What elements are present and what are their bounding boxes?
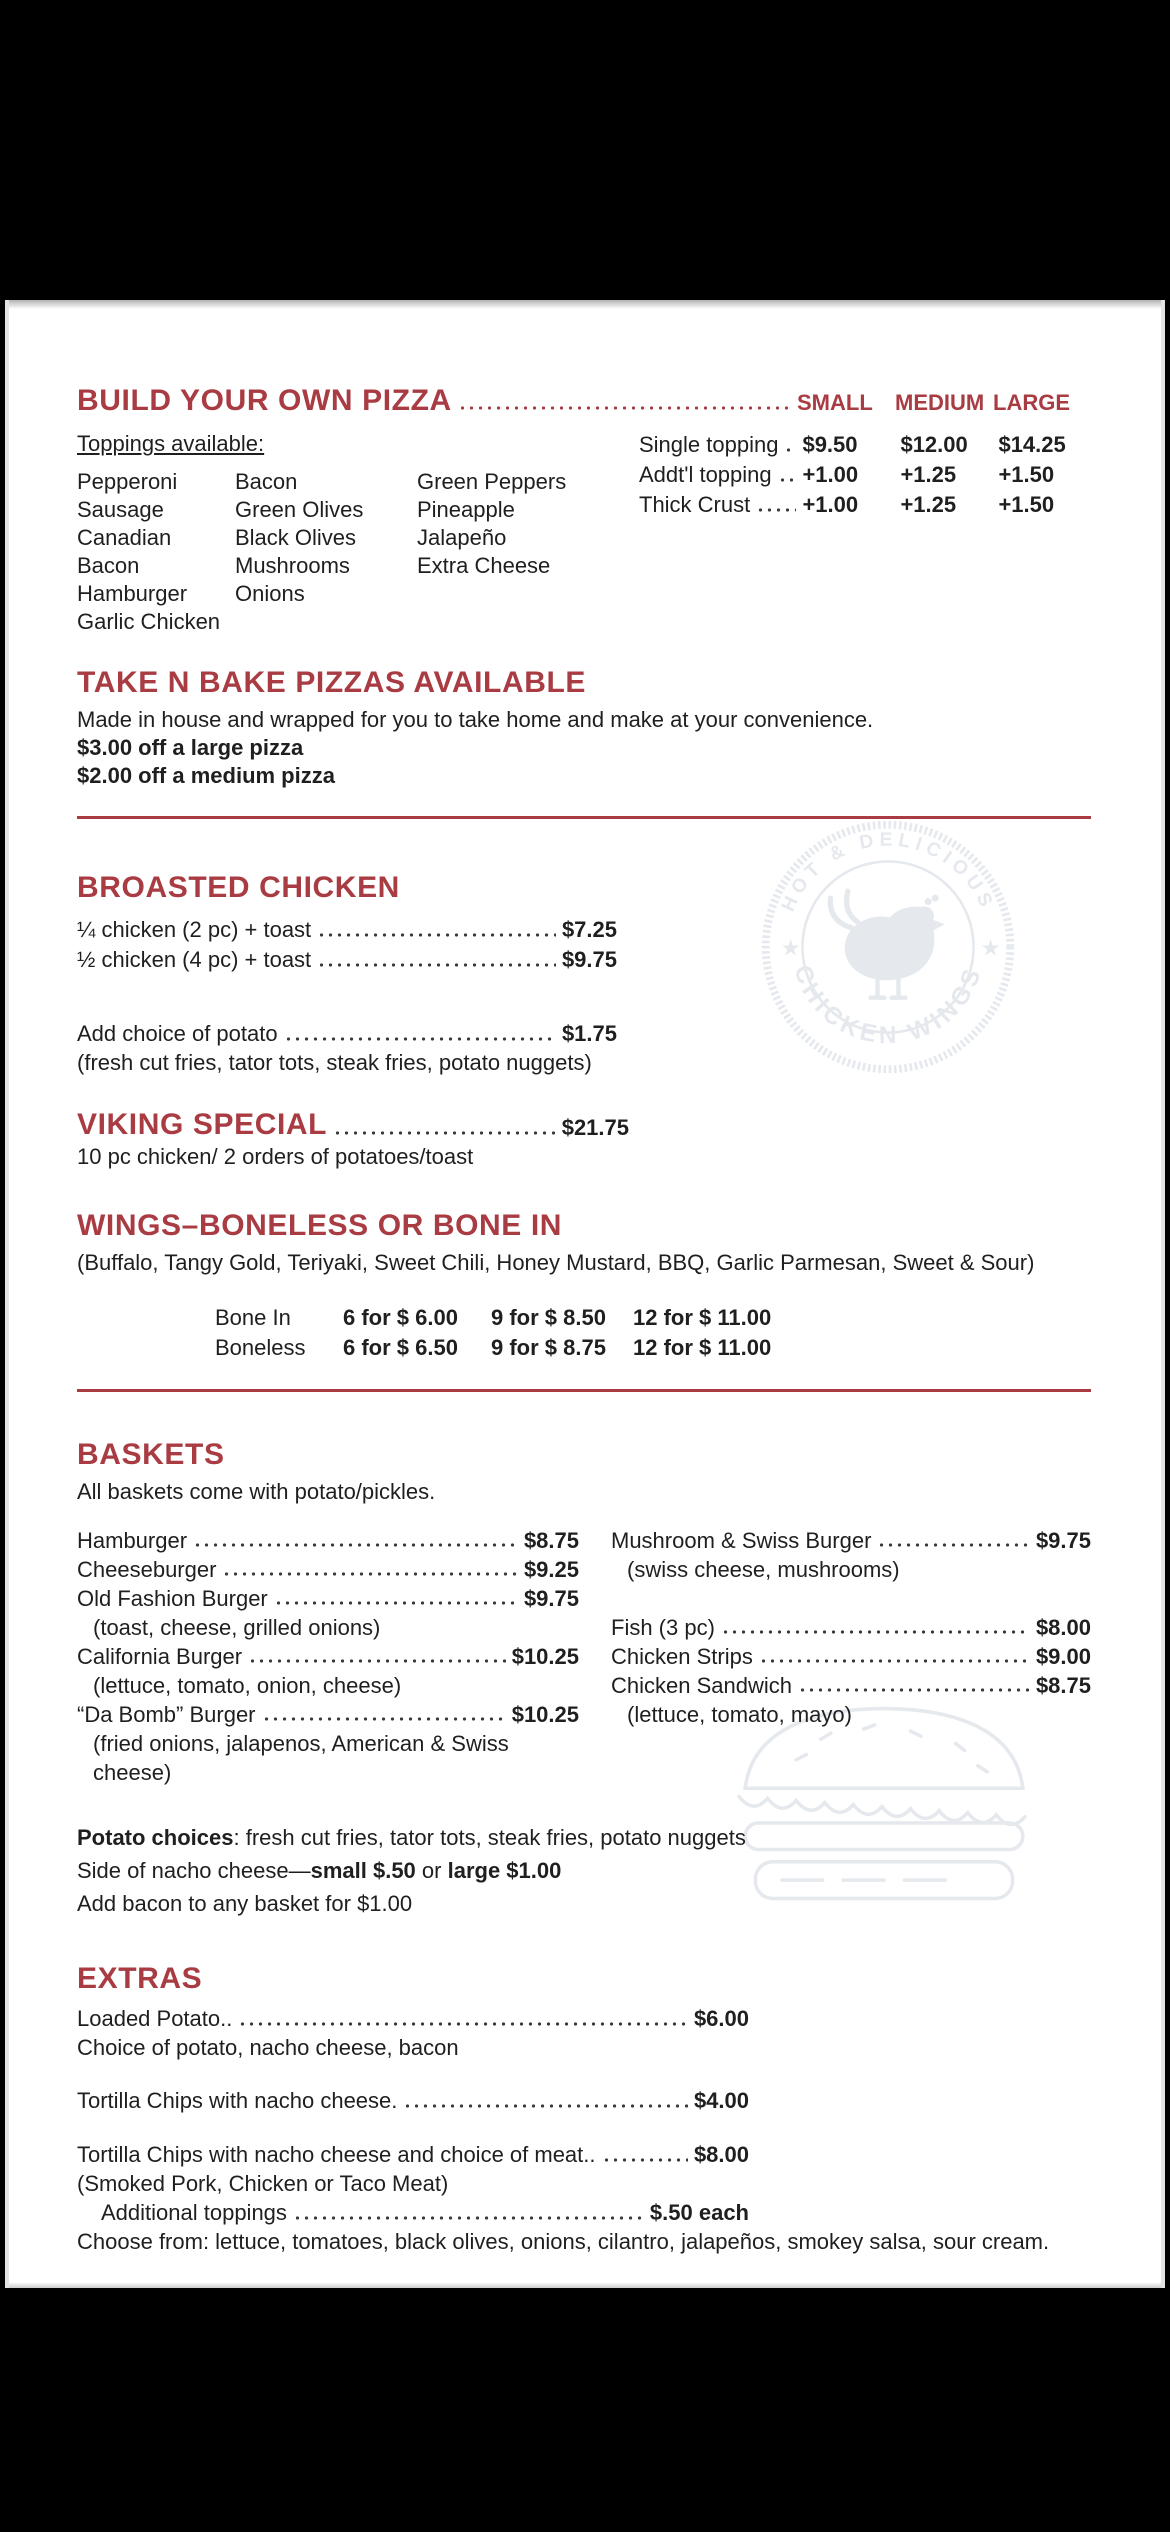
topping: Pineapple bbox=[417, 497, 515, 522]
price-6: 6 for $ 6.00 bbox=[343, 1305, 458, 1330]
section-wings bbox=[77, 1209, 1091, 1363]
footnote-text: : fresh cut fries, tator tots, steak fries, potato nuggets bbox=[233, 1825, 746, 1850]
menu-item-row bbox=[77, 1019, 617, 1049]
item-name: Thick Crust bbox=[639, 492, 751, 517]
item-price: $4.00 bbox=[693, 2088, 749, 2113]
menu-item-row bbox=[77, 1555, 579, 1584]
menu-content bbox=[9, 300, 1161, 2296]
section-viking-special bbox=[77, 1107, 1091, 1171]
item-price: $9.75 bbox=[523, 1586, 579, 1611]
item-price: $9.00 bbox=[1035, 1644, 1091, 1669]
wings-price-table bbox=[215, 1303, 1091, 1363]
dot-leader bbox=[403, 2101, 688, 2109]
menu-item-row bbox=[77, 1526, 579, 1555]
dot-leader bbox=[284, 1034, 556, 1042]
dot-leader bbox=[759, 1656, 1030, 1664]
item-note: (Smoked Pork, Chicken or Taco Meat) bbox=[77, 2171, 449, 2196]
description: Made in house and wrapped for you to take home and make at your convenience. bbox=[77, 707, 874, 732]
section-title: EXTRAS bbox=[77, 1962, 203, 1995]
section-extras bbox=[77, 1962, 1091, 2256]
item-price: $8.75 bbox=[523, 1528, 579, 1553]
topping: Black Olives bbox=[235, 525, 357, 550]
dot-leader bbox=[317, 960, 556, 968]
wings-row bbox=[215, 1333, 1091, 1363]
pizza-price-row bbox=[639, 490, 1096, 520]
footnote-bold: Potato choices bbox=[77, 1825, 234, 1850]
topping: Onions bbox=[235, 581, 305, 606]
item-name: Cheeseburger bbox=[77, 1557, 217, 1582]
topping: Bacon bbox=[235, 469, 298, 494]
topping: Pepperoni bbox=[77, 469, 178, 494]
size-header-large: LARGE bbox=[993, 390, 1070, 415]
item-name: Old Fashion Burger bbox=[77, 1586, 268, 1611]
topping: Hamburger bbox=[77, 581, 188, 606]
menu-item-row bbox=[77, 1584, 579, 1613]
dot-leader bbox=[293, 2213, 644, 2221]
deal-line: $3.00 off a large pizza bbox=[77, 735, 304, 760]
footnote-potato-choices bbox=[77, 1821, 1091, 1854]
deal-line: $2.00 off a medium pizza bbox=[77, 763, 335, 788]
section-title: BASKETS bbox=[77, 1438, 225, 1471]
price-9: 9 for $ 8.75 bbox=[491, 1335, 606, 1360]
menu-item-row bbox=[77, 1107, 629, 1143]
dot-leader bbox=[333, 1128, 556, 1136]
item-price: $8.00 bbox=[693, 2142, 749, 2167]
top-letterbox bbox=[0, 0, 1170, 300]
size-header-small: SMALL bbox=[797, 390, 873, 415]
stamp-bottom-text: CHICKEN WINGS bbox=[788, 961, 988, 1050]
menu-item-row bbox=[611, 1613, 1091, 1642]
price-12: 12 for $ 11.00 bbox=[633, 1305, 772, 1330]
menu-item-row bbox=[77, 915, 617, 945]
menu-item-row bbox=[77, 945, 617, 975]
item-price: $9.75 bbox=[1035, 1528, 1091, 1553]
item-price: $6.00 bbox=[693, 2006, 749, 2031]
spacer bbox=[77, 2062, 1091, 2086]
item-name: Chicken Strips bbox=[611, 1644, 753, 1669]
red-divider bbox=[77, 1389, 1091, 1392]
section-title: BUILD YOUR OWN PIZZA bbox=[77, 384, 452, 417]
topping: Green Peppers bbox=[417, 469, 567, 494]
topping: Jalapeño bbox=[417, 525, 507, 550]
item-note: (fresh cut fries, tator tots, steak fries, potato nuggets) bbox=[77, 1050, 592, 1075]
item-name: Chicken Sandwich bbox=[611, 1673, 792, 1698]
pizza-price-row bbox=[639, 460, 1096, 490]
dot-leader bbox=[317, 930, 556, 938]
item-note: (toast, cheese, grilled onions) bbox=[93, 1615, 381, 1640]
pizza-price-row bbox=[639, 430, 1096, 460]
dot-leader bbox=[262, 1714, 506, 1722]
price-12: 12 for $ 11.00 bbox=[633, 1335, 772, 1360]
item-note: (lettuce, tomato, mayo) bbox=[627, 1702, 852, 1727]
menu-item-row bbox=[77, 1700, 579, 1729]
section-broasted-chicken bbox=[77, 871, 1091, 1077]
price-large: +1.50 bbox=[998, 492, 1055, 517]
toppings-column-1 bbox=[77, 468, 235, 636]
wing-type: Bone In bbox=[215, 1305, 291, 1330]
item-note: Choice of potato, nacho cheese, bacon bbox=[77, 2035, 459, 2060]
stamp-star-left-icon: ★ bbox=[780, 934, 801, 961]
section-title: VIKING SPECIAL bbox=[77, 1108, 328, 1141]
choose-from-note: Choose from: lettuce, tomatoes, black olives, onions, cilantro, jalapeños, smokey salsa, sour cream. bbox=[77, 2229, 1050, 2254]
dot-leader bbox=[238, 2019, 688, 2027]
toppings-columns bbox=[77, 468, 579, 636]
dot-leader bbox=[798, 1685, 1030, 1693]
flavor-list: (Buffalo, Tangy Gold, Teriyaki, Sweet Chili, Honey Mustard, BBQ, Garlic Parmesan, Sweet & Sour) bbox=[77, 1250, 1035, 1275]
dot-leader bbox=[778, 475, 797, 483]
item-price: $9.75 bbox=[561, 947, 617, 972]
item-price: $7.25 bbox=[561, 917, 617, 942]
topping: Canadian Bacon bbox=[77, 525, 172, 578]
item-note: (lettuce, tomato, onion, cheese) bbox=[93, 1673, 402, 1698]
item-name: “Da Bomb” Burger bbox=[77, 1702, 256, 1727]
size-header-medium: MEDIUM bbox=[895, 390, 985, 415]
price-medium: +1.25 bbox=[900, 462, 957, 487]
price-9: 9 for $ 8.50 bbox=[491, 1305, 606, 1330]
dot-leader bbox=[721, 1627, 1030, 1635]
menu-item-row bbox=[77, 2140, 749, 2170]
pizza-body bbox=[77, 430, 1091, 636]
item-name: Add choice of potato bbox=[77, 1021, 278, 1046]
baskets-footnotes bbox=[77, 1821, 1091, 1920]
pizza-header-row bbox=[77, 384, 1091, 418]
item-name: Tortilla Chips with nacho cheese and choice of meat.. bbox=[77, 2142, 596, 2167]
section-title: TAKE N BAKE PIZZAS AVAILABLE bbox=[77, 666, 587, 699]
wing-type: Boneless bbox=[215, 1335, 306, 1360]
section-baskets bbox=[77, 1438, 1091, 1920]
topping: Extra Cheese bbox=[417, 553, 551, 578]
dot-leader bbox=[193, 1540, 518, 1548]
menu-item-row bbox=[77, 2004, 749, 2034]
price-small: +1.00 bbox=[802, 462, 859, 487]
item-name: ½ chicken (4 pc) + toast bbox=[77, 947, 312, 972]
menu-item-row bbox=[611, 1526, 1091, 1555]
spacer bbox=[77, 2116, 1091, 2140]
footnote-text: or bbox=[415, 1858, 448, 1883]
toppings-label: Toppings available: bbox=[77, 431, 265, 456]
item-name: California Burger bbox=[77, 1644, 243, 1669]
menu-item-row bbox=[77, 2086, 749, 2116]
item-note: (fried onions, jalapenos, American & Swiss cheese) bbox=[93, 1731, 509, 1785]
baskets-right-column bbox=[611, 1526, 1091, 1787]
subtitle: All baskets come with potato/pickles. bbox=[77, 1479, 436, 1504]
stamp-top-text: HOT & DELICIOUS bbox=[777, 829, 999, 915]
item-note: (swiss cheese, mushrooms) bbox=[627, 1557, 900, 1582]
description: 10 pc chicken/ 2 orders of potatoes/toast bbox=[77, 1144, 474, 1169]
column-spacer bbox=[611, 1584, 1091, 1613]
dot-leader bbox=[274, 1598, 518, 1606]
toppings-column-2 bbox=[235, 468, 417, 636]
section-take-n-bake bbox=[77, 666, 1091, 790]
price-small: +1.00 bbox=[802, 492, 859, 517]
item-price: $21.75 bbox=[561, 1115, 629, 1140]
item-price: $1.75 bbox=[561, 1021, 617, 1046]
topping: Mushrooms bbox=[235, 553, 350, 578]
price-medium: +1.25 bbox=[900, 492, 957, 517]
item-name: Mushroom & Swiss Burger bbox=[611, 1528, 872, 1553]
item-name: ¼ chicken (2 pc) + toast bbox=[77, 917, 312, 942]
item-name: Hamburger bbox=[77, 1528, 188, 1553]
price-6: 6 for $ 6.50 bbox=[343, 1335, 458, 1360]
item-price: $9.25 bbox=[523, 1557, 579, 1582]
section-title: WINGS–BONELESS OR BONE IN bbox=[77, 1209, 563, 1242]
footnote-bold: large $1.00 bbox=[447, 1858, 562, 1883]
price-large: $14.25 bbox=[998, 432, 1066, 457]
menu-item-row bbox=[611, 1642, 1091, 1671]
dot-leader bbox=[458, 403, 791, 411]
menu-item-row bbox=[77, 1642, 579, 1671]
footnote-bold: small $.50 bbox=[310, 1858, 416, 1883]
item-price: $.50 each bbox=[649, 2200, 749, 2225]
baskets-left-column bbox=[77, 1526, 579, 1787]
wings-row bbox=[215, 1303, 1091, 1333]
item-name: Single topping bbox=[639, 432, 779, 457]
toppings-block bbox=[77, 430, 579, 636]
menu-item-row bbox=[611, 1671, 1091, 1700]
dot-leader bbox=[222, 1569, 518, 1577]
item-price: $10.25 bbox=[511, 1702, 579, 1727]
item-price: $10.25 bbox=[511, 1644, 579, 1669]
bottom-letterbox bbox=[0, 2288, 1170, 2532]
dot-leader bbox=[877, 1540, 1030, 1548]
menu-page bbox=[5, 300, 1165, 2288]
dot-leader bbox=[602, 2155, 688, 2163]
section-title: BROASTED CHICKEN bbox=[77, 871, 400, 904]
item-name: Additional toppings bbox=[101, 2200, 287, 2225]
item-name: Fish (3 pc) bbox=[611, 1615, 715, 1640]
price-large: +1.50 bbox=[998, 462, 1055, 487]
topping: Garlic Chicken bbox=[77, 609, 221, 634]
red-divider bbox=[77, 816, 1091, 819]
price-small: $9.50 bbox=[802, 432, 858, 457]
toppings-column-3 bbox=[417, 468, 566, 636]
section-build-your-own-pizza bbox=[77, 384, 1091, 636]
menu-item-row bbox=[101, 2198, 749, 2228]
item-price: $8.00 bbox=[1035, 1615, 1091, 1640]
item-name: Loaded Potato.. bbox=[77, 2006, 233, 2031]
dot-leader bbox=[756, 505, 796, 513]
price-medium: $12.00 bbox=[900, 432, 968, 457]
baskets-columns bbox=[77, 1526, 1091, 1787]
footnote-text: Side of nacho cheese— bbox=[77, 1858, 311, 1883]
footnote-nacho-cheese bbox=[77, 1854, 1091, 1887]
item-price: $8.75 bbox=[1035, 1673, 1091, 1698]
pizza-price-table bbox=[639, 430, 1096, 636]
stamp-star-right-icon: ★ bbox=[980, 934, 1001, 961]
footnote-add-bacon: Add bacon to any basket for $1.00 bbox=[77, 1891, 413, 1916]
topping: Green Olives bbox=[235, 497, 364, 522]
item-name: Tortilla Chips with nacho cheese. bbox=[77, 2088, 398, 2113]
dot-leader bbox=[248, 1656, 506, 1664]
dot-leader bbox=[784, 445, 796, 453]
topping: Sausage bbox=[77, 497, 164, 522]
item-name: Addt'l topping bbox=[639, 462, 772, 487]
